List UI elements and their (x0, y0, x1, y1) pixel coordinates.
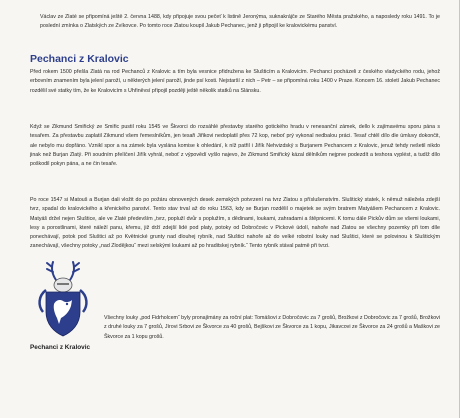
section-title: Pechanci z Kralovic (30, 53, 129, 65)
paragraph-estate-division: Po roce 1547 si Matouš a Burjan dali vložit do po požáru obnovených desek zemských potvrzení na tvrz Zlatou s příslušenstvím. Sluštický statek, k němuž náležela zdejší tvrz, spadal do kralovického a křenického panství. Tento stav trval až do roku 1563, kdy se Burjan rozdělil o majetek se svým bratrem Matyášem Pechancem z Kralovic. Matyáš držel nejen Sluštice, ale ve Zlaté především „tvrz, popluží dvůr s poplužím, s dědinami, loukami, zahradami a štěpnicemi. K tomu dále Pickův dům se všemi loukami, lesy a porostlinami, které náleží panu, křemu, již drží zdejší lidé pod platy, potoky od Dobročovic v Pickové údolí, nahoře nad Zlatou se všechny pozemky při tom díle ponechávají, potok pod Sluštici až po Květnické grunty nad dlouhej rybník, nad Sluštici nahoře až do velké robotní louky nad Sluštici, které se polovinou k Sluštickým zanechávají, všechny potoky „nad Zlodějkou“ mezi selskými loukami až po hraditskej rybník.“ Tento rybník stával patmě při tvrzi. (30, 197, 440, 250)
pechanec-coat-of-arms (34, 260, 92, 338)
paragraph-meadow-rents: Všechny louky „pod Fidrholcem“ byly pronajímány za roční plat: Tomášovi z Dobročovic za 7 grošů, Brožkovi z Dobročovic za 7 grošů, Brožkovi z druhé louky za 7 grošů, Jírovi Srbovi ze Škvorce za 40 grošů, Bejškovi ze Škvorce za 1 kopu, Jikavcovi ze Škvorce za 24 grošů a Maškovi ze Škvorce za 1 kopu grošů. (104, 315, 440, 340)
coat-caption: Pechanci z Kralovic (30, 344, 91, 351)
paragraph-origins: Před rokem 1500 přešla Zlatá na rod Pechanců z Kralovic a tím byla vesnice přidružena ke Slušticím a Kralovicím. Pechanci pocházeli z českého vladyckého rodu, jehož erbovním znamením byla jelení paroží, u některých jelení paroží, jinde psí kosti. Nejstarší z nich – Petr – se připomíná roku 1400 v Praze. Koncem 16. století Jakub Pechanec rozdělil své statky tím, že ke Kralovicím s Uhřiněvsí připojil později ještě několik statků na Slánsku. (30, 69, 440, 94)
intro-paragraph: Václav ze Zlaté se připomíná ještě 2. června 1488, kdy připojuje svou pečeť k listině Jeronýma, suknakrájče ze Starého Města pražského, a naposledy roku 1491. To je poslední zmínka o Zlatských ze Zvíkovce. Po tomto roce Zlatou koupil Jakub Pechanec, jenž ji připojil ke kralovickému panství. (40, 14, 440, 30)
paragraph-carpenter-dispute: Když se Zikmund Smiřický ze Smiřic pustil roku 1545 ve Škvorci do rozsáhlé přestavby starého gotického hradu v renesanční zámek, dello k zajímavému sporu pána s tesařem. Za přestavbu zaplatil Zikmund všem řemeslníkům, jen tesaři Jiřikovi nedoplatil přes 72 kop, neboť prý vykonal nedbalou práci. Tesař chtěl dílo dle úmluvy dokončit, ale nebylo mu dopřáno. Vznikl spor a na zámek byla vyslána komise k ohledání, k níž patřil i Jiřík Nehvizdský s Burjanem Pechancem z Kralovic, jenuž tehdy nešetil nikdo jinak než Burjan Zlatý. Při soudním přelíčení Jiřík vyhrál, neboť z výpovědí vyšlo najevo, že Zikmund Smiřický kázal dělníkům nejprve podezdít a teshora vyplést, a tudíž dílo poškodil pokyn pána, a ne čin tesaře. (30, 124, 440, 167)
antlers-crest-icon (47, 262, 79, 280)
shield-icon (46, 292, 80, 336)
